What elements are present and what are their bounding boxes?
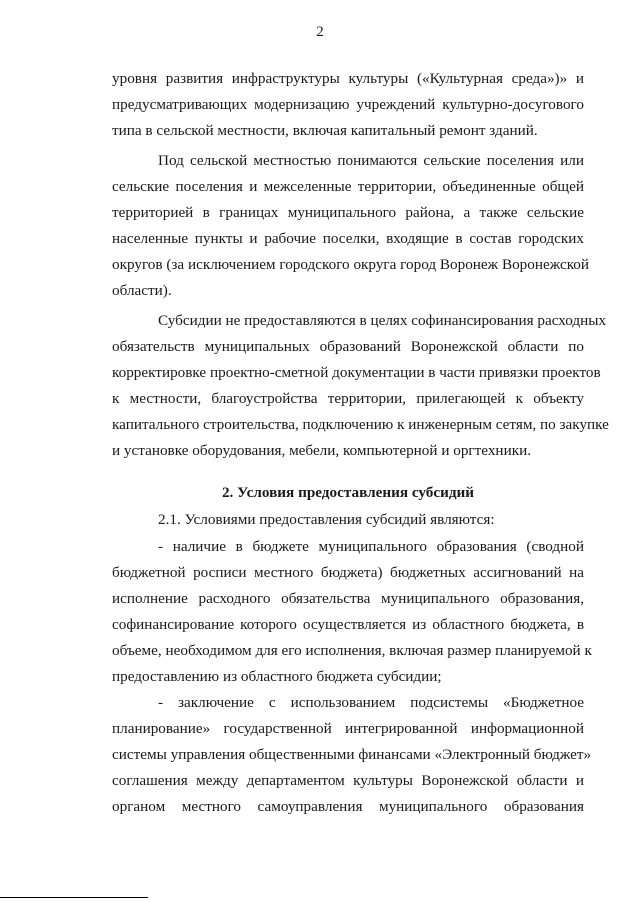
text-line: - наличие в бюджете муниципального образования (сводной — [158, 538, 584, 555]
paragraph-continuation — [112, 66, 584, 144]
text-line: типа в сельской местности, включая капитальный ремонт зданий. — [112, 122, 538, 139]
paragraph-budget-allocation — [112, 534, 592, 690]
paragraph-conditions-intro — [112, 507, 584, 533]
section-heading: 2. Условия предоставления субсидий — [221, 484, 475, 501]
text-line: соглашения между департаментом культуры Воронежской области и — [112, 772, 584, 789]
text-line: софинансирование которого осуществляется из областного бюджета, в — [112, 616, 584, 633]
text-line: капитального строительства, подключению к инженерным сетям, по закупке — [112, 416, 609, 433]
text-line: округов (за исключением городского округа город Воронеж Воронежской — [112, 256, 590, 273]
text-line: бюджетной росписи местного бюджета) бюджетных ассигнований на — [112, 564, 584, 581]
paragraph-rural-definition — [112, 148, 590, 304]
text-line: сельские поселения и межселенные территории, объединенные общей — [112, 178, 584, 195]
text-line: предусматривающих модернизацию учреждений культурно-досугового — [112, 96, 584, 113]
paragraph-subsidy-exclusions — [112, 308, 609, 464]
text-line: Субсидии не предоставляются в целях софинансирования расходных — [158, 312, 607, 329]
text-line: корректировке проектно-сметной документации в части привязки проектов — [112, 364, 601, 381]
paragraph-agreement — [112, 690, 592, 820]
text-line: территорией в границах муниципального района, а также сельские — [112, 204, 584, 221]
text-line: системы управления общественными финансами «Электронный бюджет» — [112, 746, 592, 763]
text-line: - заключение с использованием подсистемы «Бюджетное — [158, 694, 584, 711]
text-line: органом местного самоуправления муниципального образования — [112, 798, 584, 815]
text-line: области). — [112, 282, 172, 299]
page-number: 2 — [316, 24, 324, 40]
text-line: планирование» государственной интегрированной информационной — [112, 720, 584, 737]
text-line: исполнение расходного обязательства муниципального образования, — [112, 590, 584, 607]
text-line: Под сельской местностью понимаются сельские поселения или — [158, 152, 584, 169]
text-line: уровня развития инфраструктуры культуры («Культурная среда»)» и — [112, 70, 584, 87]
text-line: объеме, необходимом для его исполнения, включая размер планируемой к — [112, 642, 592, 659]
text-line: обязательств муниципальных образований Воронежской области по — [112, 338, 584, 355]
text-line: населенные пункты и рабочие поселки, входящие в состав городских — [112, 230, 584, 247]
text-line: 2.1. Условиями предоставления субсидий являются: — [158, 511, 495, 528]
footnote-divider — [0, 897, 148, 898]
text-line: и установке оборудования, мебели, компьютерной и оргтехники. — [112, 442, 531, 459]
text-line: предоставлению из областного бюджета субсидии; — [112, 668, 442, 685]
text-line: к местности, благоустройства территории, прилегающей к объекту — [112, 390, 584, 407]
